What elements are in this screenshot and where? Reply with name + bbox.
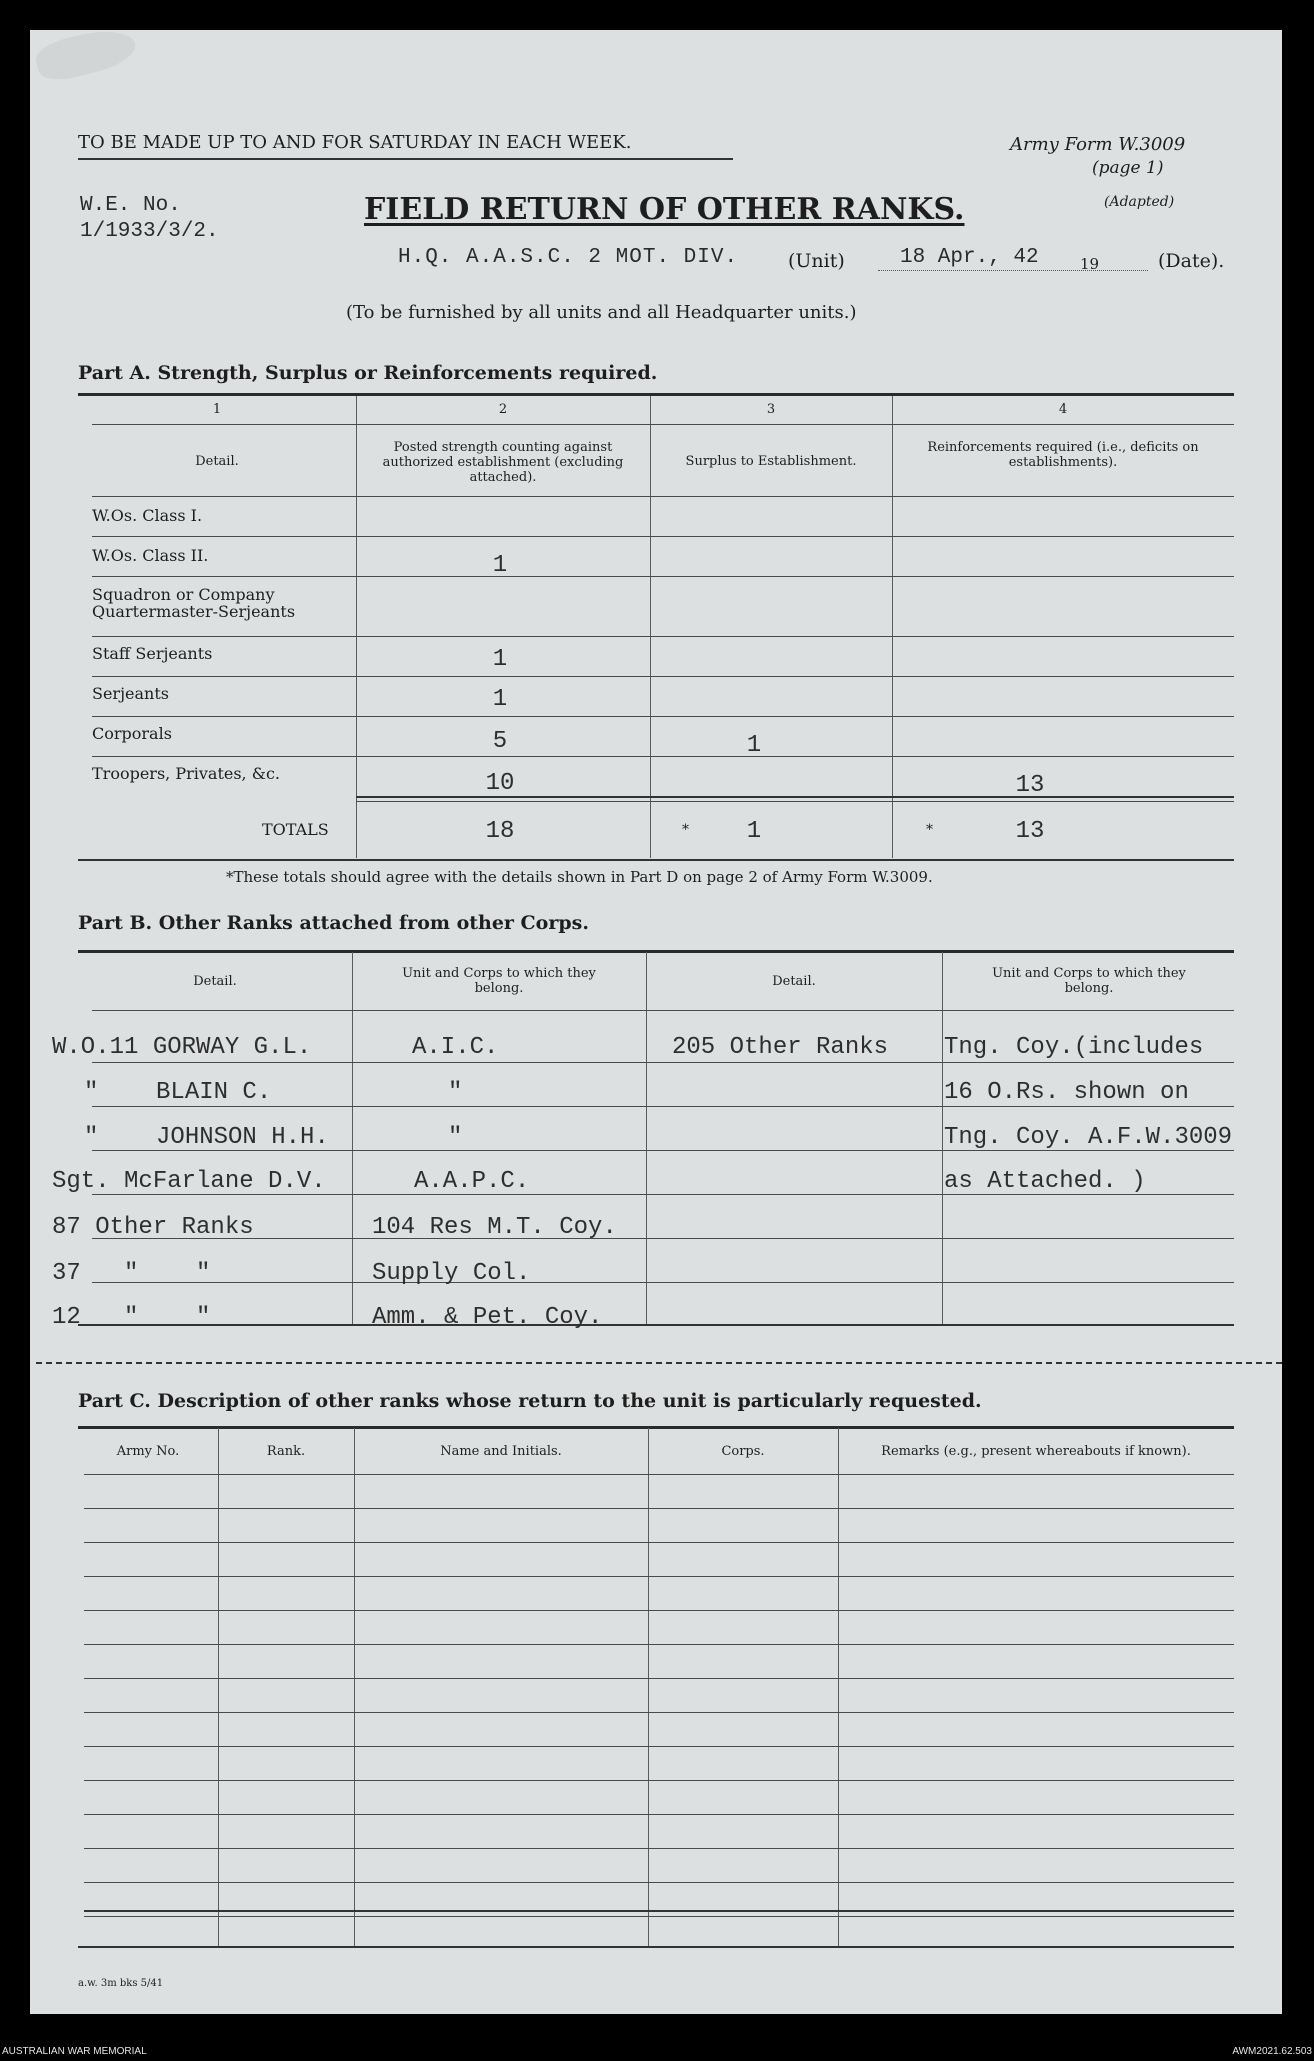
weekly-note: TO BE MADE UP TO AND FOR SATURDAY IN EACH WEEK.	[78, 132, 632, 153]
form-title: FIELD RETURN OF OTHER RANKS.	[364, 192, 965, 227]
part-a-col-div-3	[892, 396, 893, 858]
row-rule	[92, 1106, 1234, 1107]
attached-tng-line-1: Tng. Coy.(includes	[944, 1034, 1204, 1061]
unit-value: H.Q. A.A.S.C. 2 MOT. DIV.	[398, 246, 739, 269]
attached-37-or: 37 " "	[52, 1260, 211, 1287]
total-surplus: 1	[746, 818, 762, 845]
row-rule	[92, 536, 1234, 537]
unit-label: (Unit)	[788, 250, 845, 272]
part-a-footnote: *These totals should agree with the details shown in Part D on page 2 of Army Form W.3009.	[226, 868, 933, 886]
detail-serjeants: Serjeants	[92, 684, 169, 703]
part-a-col-num-2: 2	[498, 402, 508, 417]
posted-wo-class-2: 1	[492, 552, 508, 579]
part-b-top-rule	[78, 950, 1234, 953]
attached-gorway: W.O.11 GORWAY G.L.	[52, 1034, 312, 1061]
posted-troopers: 10	[485, 770, 515, 797]
attached-unit-supply: Supply Col.	[372, 1260, 531, 1287]
blank-row-rule	[84, 1610, 1234, 1611]
attached-unit-ditto-2: "	[448, 1124, 463, 1151]
totals-rule-double	[356, 801, 1234, 802]
blank-row-rule	[84, 1882, 1234, 1883]
row-rule	[92, 1282, 1234, 1283]
blank-row-rule	[84, 1678, 1234, 1679]
attached-87-or: 87 Other Ranks	[52, 1214, 254, 1241]
part-b-bottom-rule	[78, 1324, 1234, 1326]
furnish-note: (To be furnished by all units and all Headquarter units.)	[346, 302, 857, 323]
part-c-header-corps: Corps.	[721, 1444, 765, 1459]
blank-row-rule	[84, 1508, 1234, 1509]
blank-row-rule	[84, 1848, 1234, 1849]
part-b-header-detail-right: Detail.	[772, 974, 816, 989]
part-b-col-div-3	[942, 952, 943, 1326]
part-c-header-rule	[84, 1474, 1234, 1475]
form-number: Army Form W.3009	[1010, 134, 1186, 155]
total-posted: 18	[485, 818, 515, 845]
blank-row-rule	[84, 1576, 1234, 1577]
part-a-header-rule	[92, 496, 1234, 497]
date-label: (Date).	[1158, 250, 1225, 272]
part-b-header-unit-right: Unit and Corps to which they belong.	[992, 966, 1186, 996]
weekly-note-underline	[78, 158, 733, 160]
part-c-header-army-no: Army No.	[116, 1444, 180, 1459]
part-a-header-reinf: Reinforcements required (i.e., deficits on establishments).	[927, 440, 1199, 470]
total-surplus-asterisk: *	[682, 822, 689, 838]
part-c-top-rule	[78, 1426, 1234, 1429]
footer-institution: AUSTRALIAN WAR MEMORIAL	[2, 2046, 147, 2057]
row-rule	[92, 676, 1234, 677]
blank-row-rule	[84, 1712, 1234, 1713]
date-year-prefix: 19	[1080, 255, 1100, 273]
attached-blain: " BLAIN C.	[84, 1079, 272, 1106]
footer-accession: AWM2021.62.503	[1232, 2046, 1312, 2057]
part-b-col-div-2	[646, 952, 647, 1326]
part-b-col-div-1	[352, 952, 353, 1326]
part-a-col-num-3: 3	[766, 402, 776, 417]
part-a-top-rule	[78, 393, 1234, 396]
part-b-header-unit-left: Unit and Corps to which they belong.	[402, 966, 596, 996]
part-a-num-rule	[92, 424, 1234, 425]
part-c-header-remarks: Remarks (e.g., present whereabouts if known).	[881, 1444, 1191, 1459]
row-rule	[92, 576, 1234, 577]
row-rule	[92, 1238, 1234, 1239]
we-label: W.E. No.	[80, 194, 181, 217]
part-c-header-name: Name and Initials.	[440, 1444, 562, 1459]
reinf-troopers: 13	[1015, 772, 1045, 799]
blank-row-rule	[84, 1780, 1234, 1781]
detail-corporals: Corporals	[92, 724, 172, 743]
row-rule	[92, 636, 1234, 637]
totals-label: TOTALS	[262, 820, 329, 839]
attached-unit-aic: A.I.C.	[412, 1034, 499, 1061]
form-page: (page 1)	[1092, 158, 1164, 178]
part-b-title: Part B. Other Ranks attached from other Corps.	[78, 912, 589, 934]
part-c-col-div-3	[648, 1428, 649, 1946]
row-rule	[92, 756, 1234, 757]
part-a-col-div-1	[356, 396, 357, 858]
total-reinf-asterisk: *	[926, 822, 933, 838]
part-c-col-div-4	[838, 1428, 839, 1946]
part-a-title: Part A. Strength, Surplus or Reinforcements required.	[78, 362, 658, 384]
part-a-bottom-rule	[78, 859, 1234, 861]
attached-tng-line-3: Tng. Coy. A.F.W.3009	[944, 1124, 1233, 1151]
detail-wo-class-1: W.Os. Class I.	[92, 506, 203, 525]
detail-cqms: Squadron or Company Quartermaster-Serjeants	[92, 585, 296, 621]
part-a-header-posted: Posted strength counting against authorized establishment (excluding attached).	[382, 440, 624, 485]
attached-tng-line-2: 16 O.Rs. shown on	[944, 1079, 1189, 1106]
detail-troopers: Troopers, Privates, &c.	[92, 764, 281, 783]
part-b-header-rule	[92, 1010, 1234, 1011]
blank-row-rule	[84, 1814, 1234, 1815]
posted-corporals: 5	[492, 728, 508, 755]
blank-row-rule	[84, 1746, 1234, 1747]
attached-12-or: 12 " "	[52, 1304, 211, 1331]
part-a-col-num-1: 1	[212, 402, 222, 417]
attached-unit-104-res: 104 Res M.T. Coy.	[372, 1214, 617, 1241]
form-adapted: (Adapted)	[1104, 194, 1175, 210]
total-reinf: 13	[1015, 818, 1045, 845]
detail-staff-serjeants: Staff Serjeants	[92, 644, 213, 663]
we-number: 1/1933/3/2.	[80, 220, 219, 243]
part-c-col-div-2	[354, 1428, 355, 1946]
attached-unit-amm-pet: Amm. & Pet. Coy.	[372, 1304, 603, 1331]
attached-205-or: 205 Other Ranks	[672, 1034, 889, 1061]
posted-serjeants: 1	[492, 686, 508, 713]
date-value: 18 Apr., 42	[900, 246, 1039, 269]
surplus-corporals: 1	[746, 732, 762, 759]
date-line	[878, 270, 1148, 271]
part-c-double-rule	[84, 1910, 1234, 1912]
part-c-double-rule-2	[84, 1916, 1234, 1917]
part-c-header-rank: Rank.	[266, 1444, 306, 1459]
attached-johnson: " JOHNSON H.H.	[84, 1124, 329, 1151]
attached-mcfarlane: Sgt. McFarlane D.V.	[52, 1168, 326, 1195]
print-code: a.w. 3m bks 5/41	[78, 1978, 164, 1989]
blank-row-rule	[84, 1542, 1234, 1543]
attached-tng-line-4: as Attached. )	[944, 1168, 1146, 1195]
attached-unit-aapc: A.A.P.C.	[414, 1168, 530, 1195]
part-c-title: Part C. Description of other ranks whose return to the unit is particularly requested.	[78, 1390, 982, 1412]
posted-staff-serjeants: 1	[492, 646, 508, 673]
detail-wo-class-2: W.Os. Class II.	[92, 546, 209, 565]
part-c-col-div-1	[218, 1428, 219, 1946]
row-rule	[92, 716, 1234, 717]
part-a-col-num-4: 4	[1058, 402, 1068, 417]
part-b-header-detail-left: Detail.	[193, 974, 237, 989]
attached-unit-ditto-1: "	[448, 1079, 463, 1106]
part-c-bottom-rule	[78, 1946, 1234, 1948]
part-a-header-surplus: Surplus to Establishment.	[685, 454, 857, 469]
cut-line	[36, 1362, 1282, 1364]
row-rule	[92, 1062, 1234, 1063]
part-a-header-detail: Detail.	[195, 454, 239, 469]
blank-row-rule	[84, 1644, 1234, 1645]
